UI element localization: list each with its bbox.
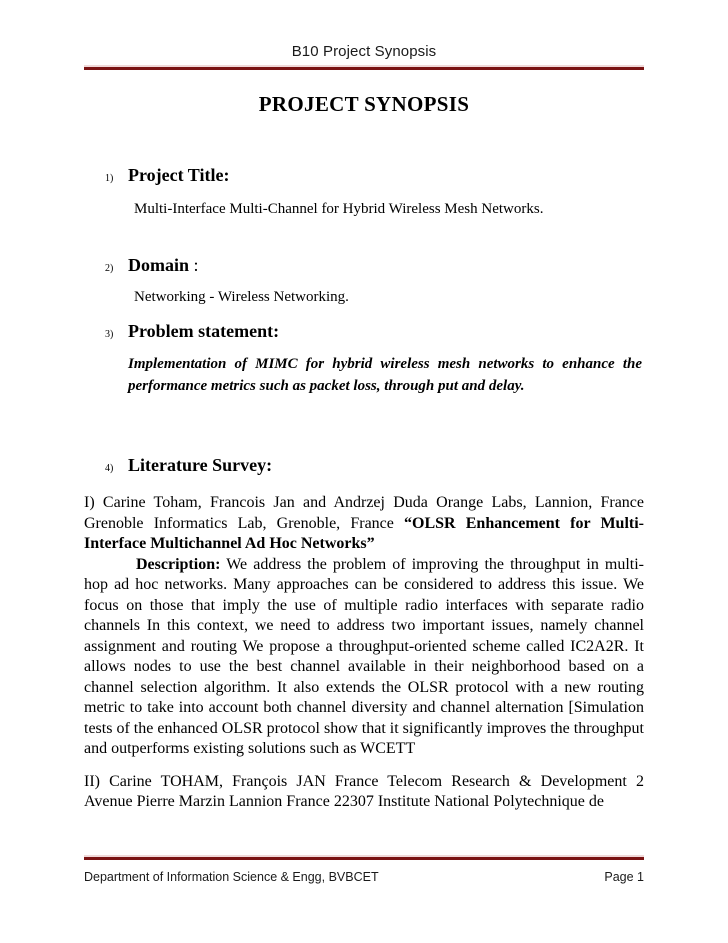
text-problem-statement: Implementation of MIMC for hybrid wireless mesh networks to enhance the performance metrics such as packet loss, through put and delay. — [128, 356, 642, 394]
page-header — [84, 42, 644, 72]
heading-domain-colon: : — [189, 255, 199, 275]
spacer — [84, 343, 644, 353]
spacer — [84, 219, 644, 253]
spacer — [84, 307, 644, 319]
text-project-title: Multi-Interface Multi-Channel for Hybrid Wireless Mesh Networks. — [134, 201, 544, 217]
footer-row — [84, 869, 644, 885]
header-rule-dark — [84, 67, 644, 70]
spacer — [84, 277, 644, 287]
reference-1 — [84, 493, 644, 555]
description-body: We address the problem of improving the throughput in multi-hop ad hoc networks. Many approaches can be considered to address this issue. We focus on those that imply the use of multiple radio interfaces with separate radio channels In this context, we need to address two important issues, namely channel assignment and routing We propose a throughput-oriented scheme called IC2A2R. It allows nodes to use the best channel available in their neighborhood based on a channel selection algorithm. It also extends the OLSR protocol with a new routing metric to take into account both channel diversity and channel alternation [Simulation tests of the enhanced OLSR protocol show that it significantly improves the throughput and outperforms existing solutions such as WCETT — [84, 555, 644, 757]
heading-domain-text: Domain — [128, 255, 190, 275]
spacer — [84, 760, 644, 772]
spacer — [84, 477, 644, 493]
heading-problem-statement: Problem statement: — [128, 321, 280, 341]
spacer — [84, 397, 644, 453]
footer-rule — [84, 855, 644, 862]
page-footer — [84, 855, 644, 885]
document-body — [84, 84, 644, 813]
footer-department: Department of Information Science & Engg, BVBCET — [84, 870, 379, 884]
description-label: Description: — [136, 555, 221, 573]
section-literature-survey — [84, 453, 644, 477]
heading-project-title: Project Title: — [128, 165, 230, 185]
section-domain — [84, 253, 644, 277]
reference-1-paper-title: “OLSR Enhancement for Multi-Interface Multichannel Ad Hoc Networks” — [84, 514, 645, 552]
list-marker-1: 1) — [105, 173, 114, 184]
page-title: PROJECT SYNOPSIS — [258, 92, 470, 116]
header-title: B10 Project Synopsis — [291, 43, 437, 60]
list-marker-4: 4) — [105, 463, 114, 474]
footer-rule-dark — [84, 857, 644, 860]
text-domain: Networking - Wireless Networking. — [134, 289, 349, 305]
footer-page-number: Page 1 — [604, 870, 644, 884]
list-marker-2: 2) — [105, 263, 114, 274]
list-marker-3: 3) — [105, 329, 114, 340]
reference-1-description — [84, 555, 644, 760]
header-rule — [84, 65, 644, 72]
reference-1-authors: I) Carine Toham, Francois Jan and Andrzej Duda Orange Labs, Lannion, France Grenoble Informatics Lab, Grenoble, France — [84, 494, 644, 532]
heading-domain — [128, 253, 199, 277]
section-problem-statement — [84, 319, 644, 343]
spacer — [84, 187, 644, 199]
reference-2: II) Carine TOHAM, François JAN France Telecom Research & Development 2 Avenue Pierre Marzin Lannion France 22307 Institute National Polytechnique de — [84, 772, 644, 810]
spacer — [84, 117, 644, 163]
section-project-title — [84, 163, 644, 187]
heading-literature-survey: Literature Survey: — [128, 455, 273, 475]
